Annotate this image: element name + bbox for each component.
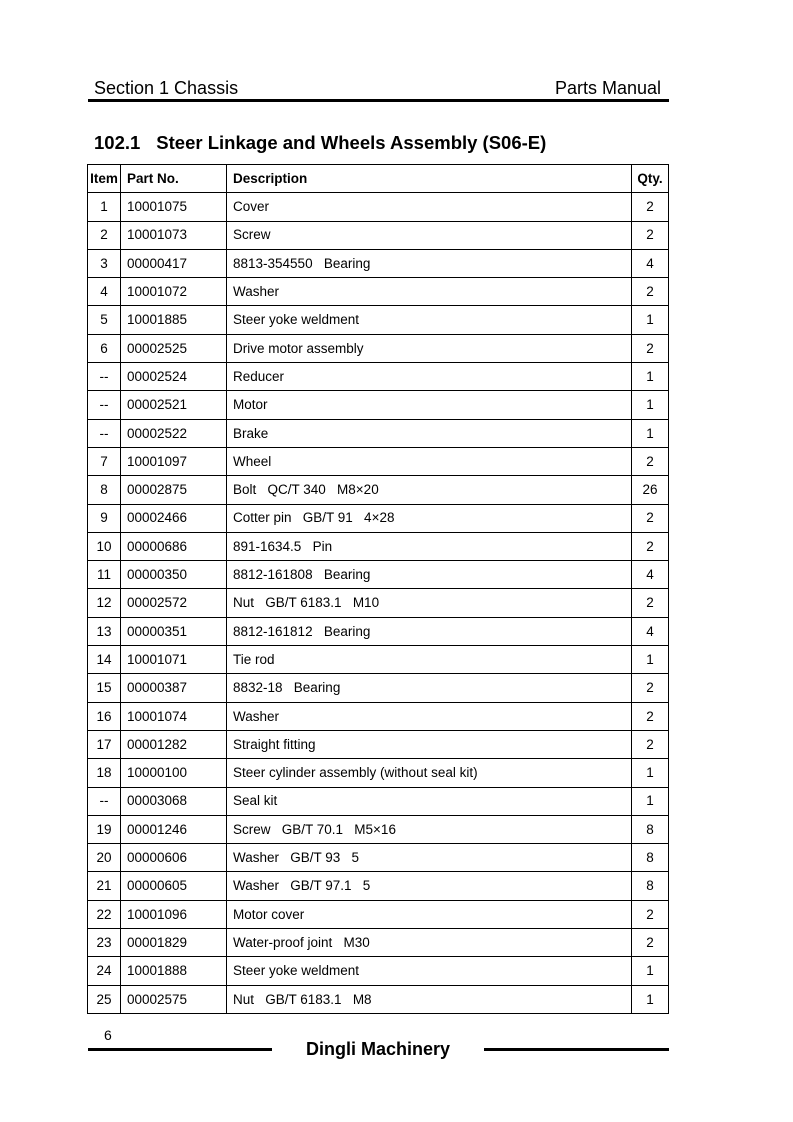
cell-description: 8812-161812 Bearing bbox=[227, 617, 632, 645]
cell-item: 1 bbox=[88, 193, 121, 221]
table-row bbox=[88, 504, 669, 532]
parts-table-body bbox=[88, 193, 669, 1014]
cell-part-no: 00003068 bbox=[121, 787, 227, 815]
cell-description: Motor cover bbox=[227, 900, 632, 928]
cell-qty: 2 bbox=[632, 447, 669, 475]
table-row bbox=[88, 787, 669, 815]
cell-description: Reducer bbox=[227, 363, 632, 391]
table-row bbox=[88, 447, 669, 475]
cell-qty: 1 bbox=[632, 957, 669, 985]
section-label: Section 1 Chassis bbox=[94, 78, 239, 98]
cell-part-no: 00000606 bbox=[121, 844, 227, 872]
cell-part-no: 00001282 bbox=[121, 730, 227, 758]
cell-item: 18 bbox=[88, 759, 121, 787]
cell-part-no: 00002575 bbox=[121, 985, 227, 1013]
cell-description: Nut GB/T 6183.1 M8 bbox=[227, 985, 632, 1013]
cell-qty: 8 bbox=[632, 815, 669, 843]
table-row bbox=[88, 759, 669, 787]
cell-part-no: 10001096 bbox=[121, 900, 227, 928]
cell-description: Wheel bbox=[227, 447, 632, 475]
cell-item: 10 bbox=[88, 532, 121, 560]
cell-part-no: 00002521 bbox=[121, 391, 227, 419]
cell-part-no: 10001097 bbox=[121, 447, 227, 475]
cell-description: Washer bbox=[227, 278, 632, 306]
table-row bbox=[88, 306, 669, 334]
cell-qty: 8 bbox=[632, 872, 669, 900]
cell-description: Motor bbox=[227, 391, 632, 419]
table-row bbox=[88, 278, 669, 306]
cell-part-no: 00002466 bbox=[121, 504, 227, 532]
cell-description: Seal kit bbox=[227, 787, 632, 815]
cell-part-no: 00002572 bbox=[121, 589, 227, 617]
cell-description: Steer cylinder assembly (without seal kit) bbox=[227, 759, 632, 787]
cell-qty: 2 bbox=[632, 334, 669, 362]
cell-description: Tie rod bbox=[227, 646, 632, 674]
cell-description: 8813-354550 Bearing bbox=[227, 249, 632, 277]
table-row bbox=[88, 391, 669, 419]
cell-description: Steer yoke weldment bbox=[227, 306, 632, 334]
column-header-item: Item bbox=[88, 165, 121, 193]
cell-qty: 2 bbox=[632, 702, 669, 730]
cell-qty: 2 bbox=[632, 193, 669, 221]
cell-part-no: 00000605 bbox=[121, 872, 227, 900]
cell-qty: 2 bbox=[632, 929, 669, 957]
table-row bbox=[88, 929, 669, 957]
cell-part-no: 00000417 bbox=[121, 249, 227, 277]
cell-part-no: 00002525 bbox=[121, 334, 227, 362]
cell-description: Brake bbox=[227, 419, 632, 447]
cell-qty: 8 bbox=[632, 844, 669, 872]
cell-item: 9 bbox=[88, 504, 121, 532]
table-row bbox=[88, 419, 669, 447]
cell-item: 25 bbox=[88, 985, 121, 1013]
table-row bbox=[88, 561, 669, 589]
cell-description: 891-1634.5 Pin bbox=[227, 532, 632, 560]
table-row bbox=[88, 900, 669, 928]
cell-item: 23 bbox=[88, 929, 121, 957]
cell-description: Screw bbox=[227, 221, 632, 249]
cell-description: Screw GB/T 70.1 M5×16 bbox=[227, 815, 632, 843]
column-header-description: Description bbox=[227, 165, 632, 193]
cell-item: 3 bbox=[88, 249, 121, 277]
table-row bbox=[88, 532, 669, 560]
cell-part-no: 10001885 bbox=[121, 306, 227, 334]
footer-company: Dingli Machinery bbox=[305, 1039, 451, 1059]
table-row bbox=[88, 589, 669, 617]
cell-qty: 2 bbox=[632, 900, 669, 928]
cell-item: 20 bbox=[88, 844, 121, 872]
table-row bbox=[88, 249, 669, 277]
cell-qty: 1 bbox=[632, 985, 669, 1013]
cell-item: 8 bbox=[88, 476, 121, 504]
cell-description: Washer bbox=[227, 702, 632, 730]
column-header-part-no: Part No. bbox=[121, 165, 227, 193]
table-row bbox=[88, 674, 669, 702]
section-number: 102.1 bbox=[94, 132, 141, 153]
cell-qty: 2 bbox=[632, 532, 669, 560]
table-row bbox=[88, 476, 669, 504]
cell-part-no: 00001829 bbox=[121, 929, 227, 957]
cell-description: Washer GB/T 97.1 5 bbox=[227, 872, 632, 900]
table-row bbox=[88, 702, 669, 730]
cell-description: Steer yoke weldment bbox=[227, 957, 632, 985]
cell-qty: 2 bbox=[632, 504, 669, 532]
section-title bbox=[94, 132, 546, 154]
table-row bbox=[88, 985, 669, 1013]
table-row bbox=[88, 221, 669, 249]
cell-part-no: 10001074 bbox=[121, 702, 227, 730]
section-heading: Steer Linkage and Wheels Assembly (S06-E) bbox=[156, 132, 547, 153]
cell-qty: 2 bbox=[632, 278, 669, 306]
cell-item: 4 bbox=[88, 278, 121, 306]
cell-part-no: 10001073 bbox=[121, 221, 227, 249]
cell-qty: 1 bbox=[632, 419, 669, 447]
table-row bbox=[88, 617, 669, 645]
cell-qty: 1 bbox=[632, 787, 669, 815]
cell-part-no: 10001072 bbox=[121, 278, 227, 306]
cell-part-no: 00002522 bbox=[121, 419, 227, 447]
cell-part-no: 00002875 bbox=[121, 476, 227, 504]
cell-description: Straight fitting bbox=[227, 730, 632, 758]
cell-qty: 1 bbox=[632, 646, 669, 674]
table-row bbox=[88, 872, 669, 900]
table-row bbox=[88, 730, 669, 758]
cell-item: -- bbox=[88, 391, 121, 419]
cell-item: 16 bbox=[88, 702, 121, 730]
manual-label: Parts Manual bbox=[554, 78, 661, 98]
cell-description: 8812-161808 Bearing bbox=[227, 561, 632, 589]
table-row bbox=[88, 957, 669, 985]
page-number: 6 bbox=[104, 1027, 112, 1043]
cell-part-no: 10001071 bbox=[121, 646, 227, 674]
cell-part-no: 10000100 bbox=[121, 759, 227, 787]
cell-item: -- bbox=[88, 787, 121, 815]
cell-qty: 1 bbox=[632, 759, 669, 787]
cell-qty: 1 bbox=[632, 391, 669, 419]
cell-qty: 4 bbox=[632, 249, 669, 277]
cell-item: 5 bbox=[88, 306, 121, 334]
cell-item: 12 bbox=[88, 589, 121, 617]
cell-part-no: 00001246 bbox=[121, 815, 227, 843]
cell-part-no: 00000351 bbox=[121, 617, 227, 645]
cell-part-no: 10001075 bbox=[121, 193, 227, 221]
footer-rule-left bbox=[88, 1048, 272, 1051]
table-row bbox=[88, 363, 669, 391]
cell-item: 17 bbox=[88, 730, 121, 758]
cell-item: 21 bbox=[88, 872, 121, 900]
cell-item: 19 bbox=[88, 815, 121, 843]
cell-part-no: 00000350 bbox=[121, 561, 227, 589]
cell-item: 6 bbox=[88, 334, 121, 362]
cell-part-no: 00000686 bbox=[121, 532, 227, 560]
cell-qty: 1 bbox=[632, 363, 669, 391]
cell-qty: 1 bbox=[632, 306, 669, 334]
cell-part-no: 00000387 bbox=[121, 674, 227, 702]
table-row bbox=[88, 646, 669, 674]
page-header bbox=[88, 77, 669, 102]
cell-item: 15 bbox=[88, 674, 121, 702]
cell-qty: 2 bbox=[632, 674, 669, 702]
cell-item: 22 bbox=[88, 900, 121, 928]
cell-item: -- bbox=[88, 419, 121, 447]
cell-item: 7 bbox=[88, 447, 121, 475]
cell-description: Bolt QC/T 340 M8×20 bbox=[227, 476, 632, 504]
cell-item: 11 bbox=[88, 561, 121, 589]
cell-qty: 2 bbox=[632, 589, 669, 617]
table-header-row bbox=[88, 165, 669, 193]
cell-item: 14 bbox=[88, 646, 121, 674]
cell-description: Nut GB/T 6183.1 M10 bbox=[227, 589, 632, 617]
cell-part-no: 00002524 bbox=[121, 363, 227, 391]
footer-rule-right bbox=[484, 1048, 669, 1051]
cell-qty: 2 bbox=[632, 221, 669, 249]
cell-description: Cover bbox=[227, 193, 632, 221]
cell-item: -- bbox=[88, 363, 121, 391]
cell-description: 8832-18 Bearing bbox=[227, 674, 632, 702]
table-row bbox=[88, 334, 669, 362]
cell-item: 24 bbox=[88, 957, 121, 985]
cell-description: Washer GB/T 93 5 bbox=[227, 844, 632, 872]
cell-description: Water-proof joint M30 bbox=[227, 929, 632, 957]
cell-qty: 4 bbox=[632, 561, 669, 589]
parts-table bbox=[87, 164, 669, 1014]
table-row bbox=[88, 815, 669, 843]
table-row bbox=[88, 844, 669, 872]
cell-part-no: 10001888 bbox=[121, 957, 227, 985]
cell-qty: 2 bbox=[632, 730, 669, 758]
cell-qty: 4 bbox=[632, 617, 669, 645]
table-row bbox=[88, 193, 669, 221]
cell-description: Cotter pin GB/T 91 4×28 bbox=[227, 504, 632, 532]
cell-item: 13 bbox=[88, 617, 121, 645]
cell-item: 2 bbox=[88, 221, 121, 249]
cell-qty: 26 bbox=[632, 476, 669, 504]
cell-description: Drive motor assembly bbox=[227, 334, 632, 362]
column-header-qty: Qty. bbox=[632, 165, 669, 193]
